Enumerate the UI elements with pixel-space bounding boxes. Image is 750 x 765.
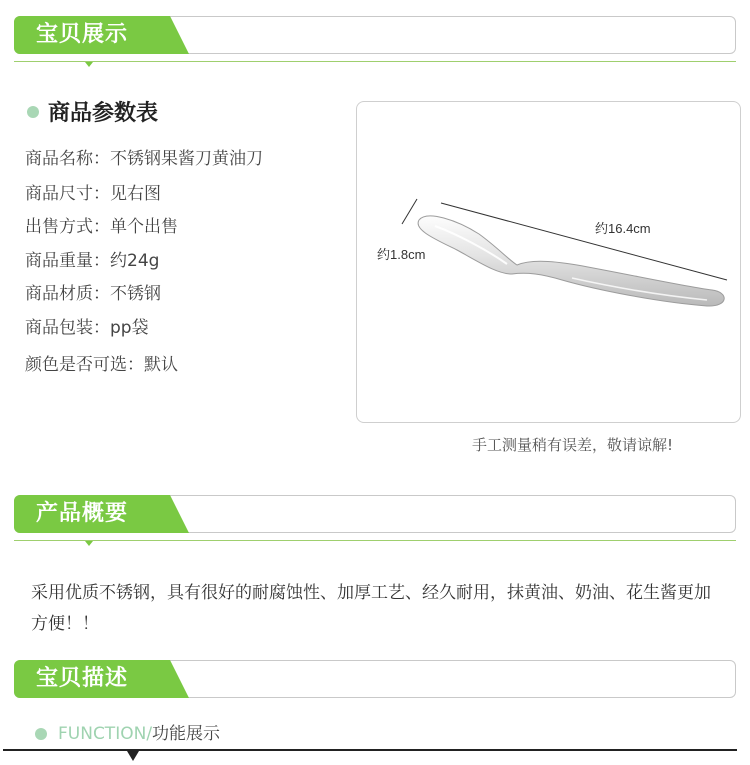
param-value: 默认	[144, 355, 178, 375]
function-heading	[58, 723, 220, 745]
param-label: 商品材质：	[25, 284, 110, 304]
param-row	[25, 283, 161, 305]
section-banner-display	[14, 16, 736, 54]
section-title-description: 宝贝描述	[36, 666, 129, 691]
function-underline	[3, 749, 737, 751]
section-title-overview: 产品概要	[36, 501, 129, 526]
param-label: 商品名称：	[25, 149, 110, 169]
param-label: 商品尺寸：	[25, 184, 110, 204]
width-label: 约1.8cm	[377, 247, 426, 262]
param-label: 颜色是否可选：	[25, 355, 144, 375]
width-dimension-line	[402, 199, 417, 224]
function-separator: /	[146, 724, 153, 744]
section-title-display: 宝贝展示	[36, 22, 129, 47]
param-row	[25, 317, 149, 339]
param-value: pp袋	[110, 318, 149, 338]
param-label: 出售方式：	[25, 217, 110, 237]
overview-description: 采用优质不锈钢，具有很好的耐腐蚀性、加厚工艺、经久耐用，抹黄油、奶油、花生酱更加方便！！	[31, 583, 711, 634]
param-label: 商品重量：	[25, 251, 110, 271]
divider-marker-icon	[85, 62, 93, 67]
function-label-en: FUNCTION	[58, 724, 147, 744]
butter-knife-image	[357, 102, 740, 422]
section-divider	[14, 540, 736, 541]
param-label: 商品包装：	[25, 318, 110, 338]
param-row	[25, 250, 159, 272]
product-image-frame	[356, 101, 741, 423]
param-value: 约24g	[110, 251, 160, 271]
params-title: 商品参数表	[48, 101, 159, 126]
param-value: 见右图	[110, 184, 161, 204]
param-row	[25, 148, 263, 170]
section-divider	[14, 61, 736, 62]
measurement-caption: 手工测量稍有误差，敬请谅解!	[472, 436, 674, 454]
function-label-cn: 功能展示	[152, 724, 221, 744]
bullet-dot-icon	[35, 728, 47, 740]
param-value: 不锈钢	[110, 284, 161, 304]
param-row	[25, 183, 161, 205]
bullet-dot-icon	[27, 106, 39, 118]
divider-marker-icon	[85, 541, 93, 546]
param-value: 单个出售	[110, 217, 178, 237]
section-banner-overview	[14, 495, 736, 533]
param-row	[25, 216, 178, 238]
down-arrow-icon	[127, 751, 139, 761]
param-row	[25, 354, 178, 376]
length-label: 约16.4cm	[595, 221, 651, 236]
param-value: 不锈钢果酱刀黄油刀	[110, 149, 263, 169]
section-banner-description	[14, 660, 736, 698]
knife-shape	[418, 216, 724, 306]
